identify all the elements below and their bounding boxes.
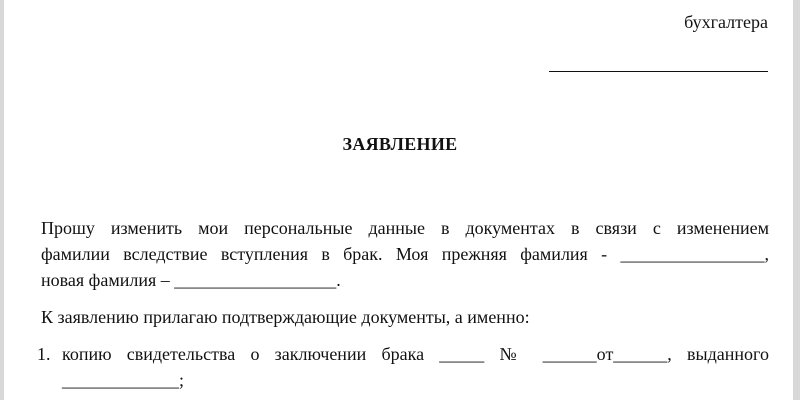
request-paragraph [41,215,769,293]
signature-blank-line [549,71,768,72]
document-title: ЗАЯВЛЕНИЕ [342,134,458,154]
attachment-item [37,341,769,393]
attachments-intro: К заявлению прилагаю подтверждающие документы, а именно: [41,307,530,327]
request-paragraph-line-2: фамилии вследствие вступления в брак. Моя прежняя фамилия - ________________, [41,244,769,264]
page-right-edge [793,0,800,400]
page-left-edge [0,0,4,400]
document-body [37,215,769,393]
attachments-list [37,341,769,393]
attachment-text-line-1: копию свидетельства о заключении брака _____ № ______от______, выданного [62,344,769,364]
attachment-number: 1. [37,344,51,364]
request-paragraph-line-1: Прошу изменить мои персональные данные в документах в связи с изменением [41,218,769,238]
request-paragraph-line-3: новая фамилия – __________________. [41,270,341,290]
attachment-text-line-2: _____________; [62,370,185,390]
recipient-line: бухгалтера [684,12,768,32]
